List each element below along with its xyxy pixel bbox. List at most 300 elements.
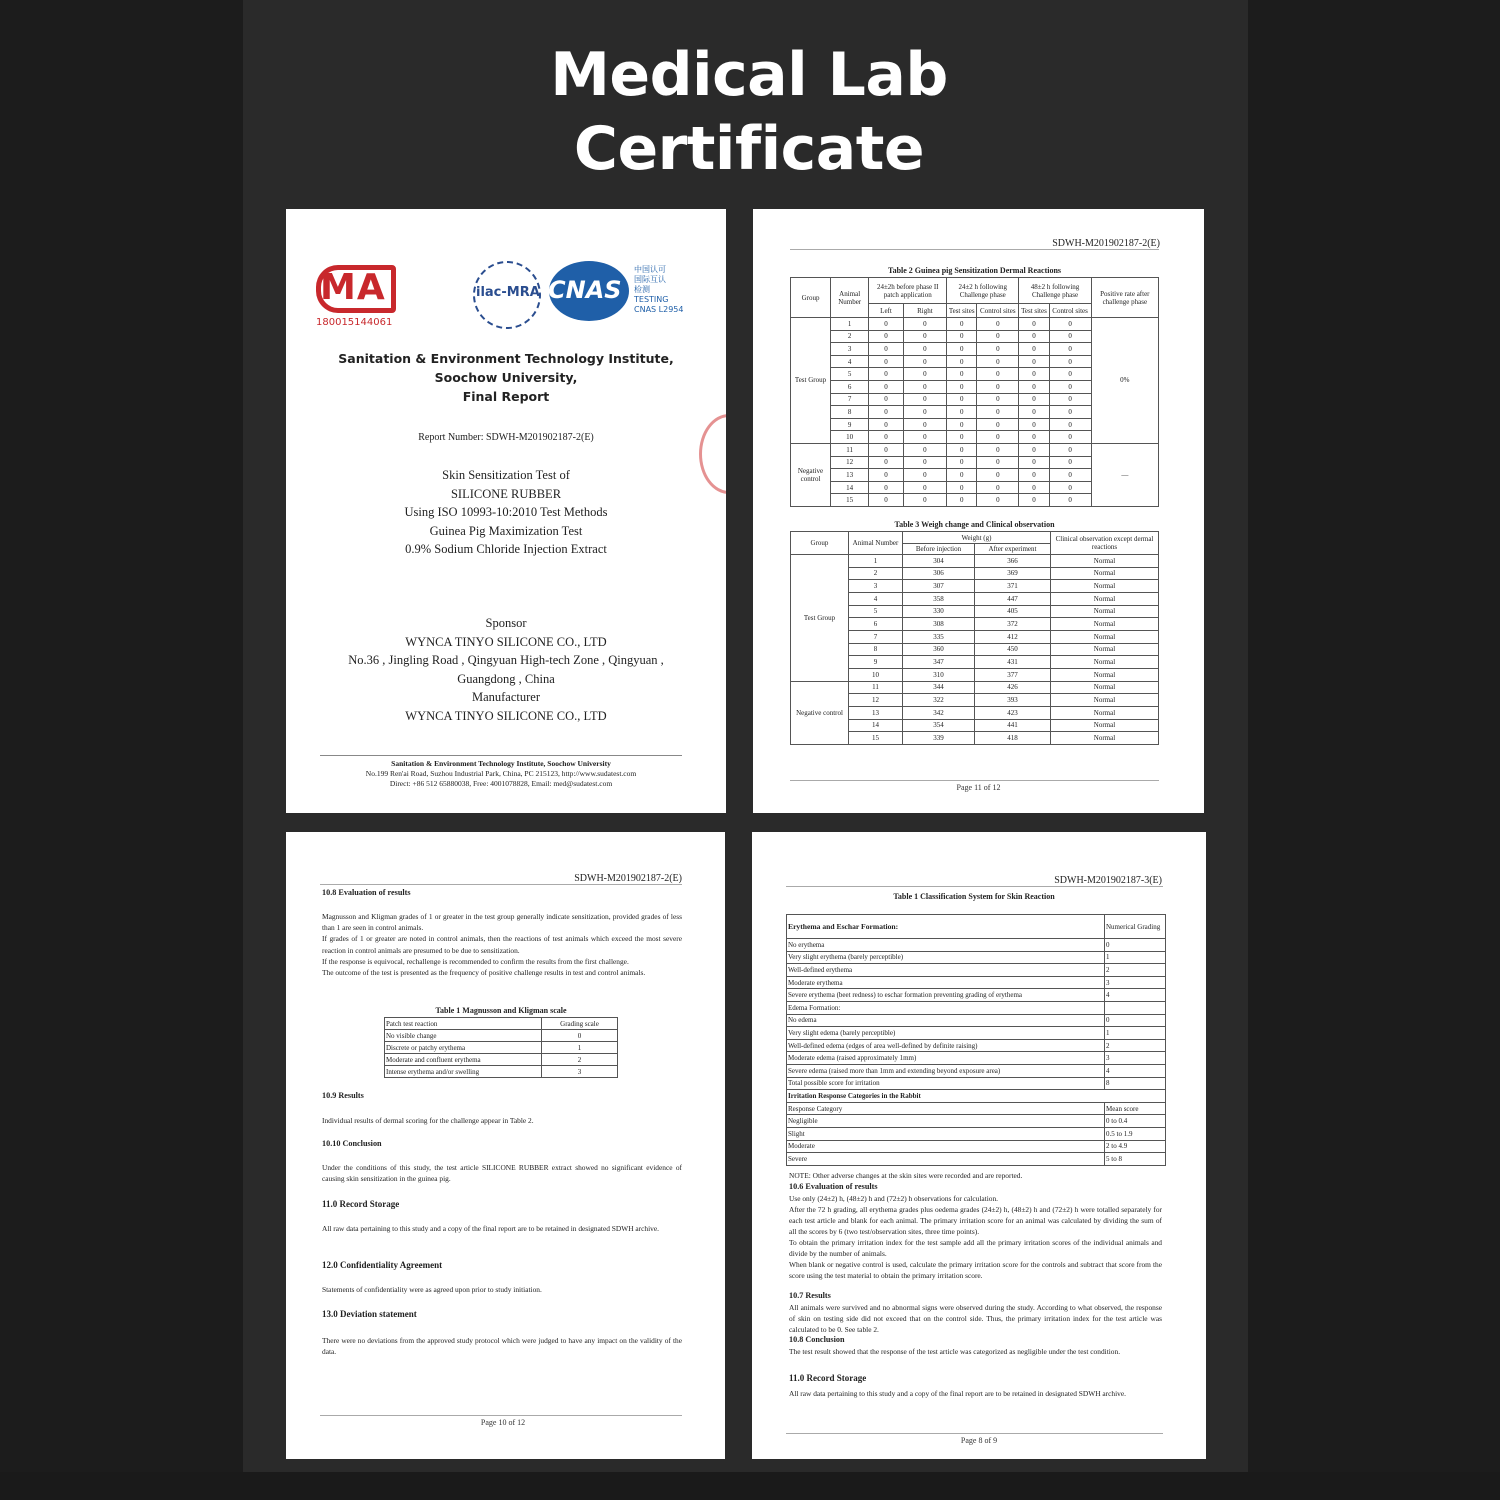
results-text: Individual results of dermal scoring for the challenge appear in Table 2.	[322, 1116, 534, 1125]
institute-title	[306, 349, 706, 406]
table-cell: Discrete or patchy erythema	[385, 1042, 542, 1054]
t2-score-cell: 0	[903, 393, 946, 406]
t3-weight-after: 441	[974, 719, 1050, 732]
report-reference: SDWH-M201902187-2(E)	[574, 873, 682, 884]
t2-score-cell: 0	[869, 456, 903, 469]
record-text: All raw data pertaining to this study and a copy of the final report are to be retained in designated SDWH archive.	[322, 1224, 659, 1233]
table3-title: Table 3 Weigh change and Clinical observation	[894, 520, 1055, 529]
t2-score-cell: 0	[1019, 443, 1049, 456]
t2-positive-rate: —	[1091, 443, 1158, 506]
table-row	[787, 939, 1166, 952]
t2-animal-number: 14	[831, 481, 869, 494]
t2-head-left: Left	[869, 304, 903, 318]
t3-weight-before: 335	[903, 630, 975, 643]
table1-title: Table 1 Magnusson and Kligman scale	[435, 1006, 567, 1015]
t3-animal-number: 3	[849, 580, 903, 593]
grading-description: Moderate edema (raised approximately 1mm)	[787, 1052, 1105, 1065]
t2-animal-number: 6	[831, 380, 869, 393]
headline-line1: Medical Lab	[550, 40, 948, 110]
record-heading: 11.0 Record Storage	[322, 1199, 400, 1209]
results-text: All animals were survived and no abnormal signs were observed during the study. According to what observed, the response of skin on testing side did not exceed that on the control side. Thus, the primary irritation index for the test article was calculated to be 0. See table 2.	[789, 1303, 1162, 1334]
results-page	[753, 209, 1204, 813]
t2-score-cell: 0	[869, 318, 903, 331]
mean-score: 0 to 0.4	[1105, 1115, 1166, 1128]
t2-score-cell: 0	[977, 431, 1019, 444]
test-title-line: 0.9% Sodium Chloride Injection Extract	[405, 542, 607, 557]
evaluation-paragraph: The outcome of the test is presented as the frequency of positive challenge results in test and control animals.	[322, 968, 646, 978]
magnusson-kligman-table	[384, 1017, 618, 1078]
t3-head-before: Before injection	[903, 544, 975, 555]
grading-value: 8	[1105, 1077, 1166, 1090]
evaluation-text	[789, 1193, 1162, 1281]
t2-score-cell: 0	[977, 443, 1019, 456]
t3-clinical-obs: Normal	[1051, 719, 1159, 732]
irritation-categories-heading: Irritation Response Categories in the Rabbit	[787, 1090, 1166, 1103]
t2-score-cell: 0	[947, 318, 977, 331]
t3-weight-before: 358	[903, 592, 975, 605]
table-cell: 3	[542, 1066, 618, 1078]
report-reference: SDWH-M201902187-2(E)	[1052, 238, 1160, 249]
t2-score-cell: 0	[1049, 418, 1091, 431]
t2-score-cell: 0	[869, 494, 903, 507]
test-title-line: SILICONE RUBBER	[450, 486, 562, 501]
t2-score-cell: 0	[1019, 368, 1049, 381]
t3-weight-before: 342	[903, 706, 975, 719]
t2-score-cell: 0	[947, 443, 977, 456]
header-rule	[320, 884, 682, 885]
table-row	[791, 681, 1159, 694]
table-row	[791, 443, 1159, 456]
t3-weight-before: 322	[903, 694, 975, 707]
table-row	[787, 1001, 1166, 1014]
conclusion-heading: 10.8 Conclusion	[789, 1335, 845, 1344]
t2-head-control-sites: Control sites	[977, 304, 1019, 318]
grading-description: Total possible score for irritation	[787, 1077, 1105, 1090]
table-row	[791, 318, 1159, 331]
cover-page	[286, 209, 726, 813]
t3-animal-number: 4	[849, 592, 903, 605]
grading-description: Severe erythema (beet redness) to eschar formation preventing grading of erythema	[787, 989, 1105, 1002]
grading-description: No erythema	[787, 939, 1105, 952]
evaluation-paragraph: To obtain the primary irritation index for the test sample add all the primary irritation scores of the individual animals and divide by the number of animals.	[789, 1238, 1162, 1258]
t3-animal-number: 13	[849, 706, 903, 719]
t2-score-cell: 0	[977, 368, 1019, 381]
t3-head-weight: Weight (g)	[903, 532, 1051, 544]
t2-score-cell: 0	[903, 494, 946, 507]
t2-score-cell: 0	[947, 380, 977, 393]
sponsor-line: Guangdong , China	[457, 671, 555, 686]
t3-clinical-obs: Normal	[1051, 681, 1159, 694]
t2-score-cell: 0	[869, 380, 903, 393]
grading-description: Well-defined edema (edges of area well-defined by definite raising)	[787, 1039, 1105, 1052]
t2-score-cell: 0	[869, 481, 903, 494]
t3-clinical-obs: Normal	[1051, 668, 1159, 681]
t2-score-cell: 0	[869, 469, 903, 482]
footer-rule	[320, 1415, 682, 1416]
t2-animal-number: 13	[831, 469, 869, 482]
record-heading: 11.0 Record Storage	[789, 1373, 867, 1383]
t2-score-cell: 0	[947, 481, 977, 494]
t2-score-cell: 0	[1019, 355, 1049, 368]
cnas-side-line: CNAS L2954	[634, 305, 684, 314]
sponsor-line: Sponsor	[485, 616, 527, 630]
t3-weight-before: 308	[903, 618, 975, 631]
table-row	[787, 1127, 1166, 1140]
t3-weight-after: 412	[974, 630, 1050, 643]
grading-value: 1	[1105, 951, 1166, 964]
grading-value: 3	[1105, 1052, 1166, 1065]
footer-line: Sanitation & Environment Technology Institute, Soochow University	[391, 759, 611, 768]
evaluation-heading: 10.6 Evaluation of results	[789, 1182, 878, 1191]
evaluation-paragraph: Use only (24±2) h, (48±2) h and (72±2) h observations for calculation.	[789, 1194, 998, 1203]
t3-clinical-obs: Normal	[1051, 555, 1159, 568]
t2-score-cell: 0	[869, 443, 903, 456]
t2-score-cell: 0	[1019, 343, 1049, 356]
t2-score-cell: 0	[977, 393, 1019, 406]
test-title-line: Using ISO 10993-10:2010 Test Methods	[404, 505, 608, 520]
t2-score-cell: 0	[869, 418, 903, 431]
t3-weight-before: 347	[903, 656, 975, 669]
table-row	[787, 1027, 1166, 1040]
page-number: Page 10 of 12	[480, 1418, 526, 1427]
evaluation-paragraph: Magnusson and Kligman grades of 1 or greater in the test group generally indicate sensitization, provided grades of less than 1 are seen in control animals.	[322, 912, 682, 933]
t3-group-cell: Negative control	[791, 681, 849, 744]
evaluation-paragraph: When blank or negative control is used, calculate the primary irritation score for the controls and subtract that score from the score using the test material to obtain the primary irritation score.	[789, 1260, 1162, 1280]
t2-score-cell: 0	[903, 318, 946, 331]
t3-weight-after: 431	[974, 656, 1050, 669]
footer-rule	[786, 1433, 1163, 1434]
t2-animal-number: 2	[831, 330, 869, 343]
t2-animal-number: 3	[831, 343, 869, 356]
table-row	[787, 1115, 1166, 1128]
grading-value: 1	[1105, 1027, 1166, 1040]
cnas-side-line: 国际互认	[634, 275, 666, 284]
t3-animal-number: 2	[849, 567, 903, 580]
t2-animal-number: 10	[831, 431, 869, 444]
t2-score-cell: 0	[977, 481, 1019, 494]
table-row	[787, 964, 1166, 977]
t3-weight-after: 371	[974, 580, 1050, 593]
t2-score-cell: 0	[947, 431, 977, 444]
t2-score-cell: 0	[903, 343, 946, 356]
sponsor-line: WYNCA TINYO SILICONE CO., LTD	[405, 708, 607, 723]
report-reference: SDWH-M201902187-3(E)	[1054, 875, 1162, 886]
t2-score-cell: 0	[903, 469, 946, 482]
t3-clinical-obs: Normal	[1051, 580, 1159, 593]
t3-weight-after: 450	[974, 643, 1050, 656]
mean-score: 0.5 to 1.9	[1105, 1127, 1166, 1140]
institute-line: Sanitation & Environment Technology Institute,	[338, 351, 674, 366]
sponsor-line: Manufacturer	[471, 690, 541, 705]
cnas-side-text	[634, 265, 683, 315]
t2-score-cell: 0	[903, 456, 946, 469]
t3-weight-after: 423	[974, 706, 1050, 719]
t2-score-cell: 0	[947, 469, 977, 482]
results-heading: 10.7 Results	[789, 1291, 831, 1300]
t3-head-after: After experiment	[974, 544, 1050, 555]
grading-description: No edema	[787, 1014, 1105, 1027]
t3-weight-after: 366	[974, 555, 1050, 568]
sponsor-line: WYNCA TINYO SILICONE CO., LTD	[405, 634, 607, 649]
confidentiality-heading: 12.0 Confidentiality Agreement	[322, 1260, 443, 1270]
grading-value: 0	[1105, 1014, 1166, 1027]
t3-weight-before: 306	[903, 567, 975, 580]
table-header-cell: Grading scale	[542, 1018, 618, 1030]
t3-head-animal: Animal Number	[849, 532, 903, 555]
table-row	[787, 989, 1166, 1002]
header-rule	[790, 249, 1159, 250]
table-cell: Moderate and confluent erythema	[385, 1054, 542, 1066]
t2-score-cell: 0	[1019, 318, 1049, 331]
t3-weight-after: 372	[974, 618, 1050, 631]
t3-clinical-obs: Normal	[1051, 706, 1159, 719]
t3-clinical-obs: Normal	[1051, 656, 1159, 669]
table-header-cell: Patch test reaction	[385, 1018, 542, 1030]
page-number: Page 11 of 12	[956, 783, 1001, 792]
t2-score-cell: 0	[903, 443, 946, 456]
t2-animal-number: 5	[831, 368, 869, 381]
t2-score-cell: 0	[903, 418, 946, 431]
t3-clinical-obs: Normal	[1051, 618, 1159, 631]
t2-score-cell: 0	[869, 393, 903, 406]
t2-score-cell: 0	[869, 343, 903, 356]
t2-score-cell: 0	[1019, 330, 1049, 343]
t2-score-cell: 0	[1049, 406, 1091, 419]
t2-score-cell: 0	[947, 456, 977, 469]
grading-description: Very slight erythema (barely perceptible)	[787, 951, 1105, 964]
footer-line: Direct: +86 512 65880038, Free: 4001078828, Email: med@sudatest.com	[389, 779, 613, 788]
t2-score-cell: 0	[1049, 431, 1091, 444]
report-number: Report Number: SDWH-M201902187-2(E)	[418, 432, 594, 443]
t2-animal-number: 4	[831, 355, 869, 368]
t2-score-cell: 0	[1019, 380, 1049, 393]
deviation-heading: 13.0 Deviation statement	[322, 1309, 417, 1319]
t3-clinical-obs: Normal	[1051, 694, 1159, 707]
grading-value: 0	[1105, 939, 1166, 952]
t2-score-cell: 0	[1019, 431, 1049, 444]
t2-head-positive: Positive rate after challenge phase	[1091, 278, 1158, 318]
t2-score-cell: 0	[977, 330, 1019, 343]
t2-score-cell: 0	[1049, 318, 1091, 331]
t3-weight-before: 310	[903, 668, 975, 681]
grading-description: Very slight edema (barely perceptible)	[787, 1027, 1105, 1040]
t3-weight-before: 330	[903, 605, 975, 618]
test-title-block	[286, 466, 726, 559]
cnas-side-line: TESTING	[634, 295, 669, 304]
t3-head-group: Group	[791, 532, 849, 555]
table-row	[787, 1039, 1166, 1052]
response-category: Moderate	[787, 1140, 1105, 1153]
t2-group-cell: Negative control	[791, 443, 831, 506]
table2-title: Table 2 Guinea pig Sensitization Dermal Reactions	[887, 266, 1062, 275]
t2-animal-number: 11	[831, 443, 869, 456]
table-row	[787, 1014, 1166, 1027]
evaluation-paragraph: After the 72 h grading, all erythema grades plus oedema grades (24±2) h, (48±2) h and (72±2) h were totalled separately for each test article and blank for each animal. The primary irritation score for an animal was calculated by dividing the sum of all the scores by 6 (two test/observation sites, three time points).	[789, 1205, 1162, 1236]
grading-value: 2	[1105, 1039, 1166, 1052]
table-row	[787, 1153, 1166, 1166]
t2-score-cell: 0	[977, 380, 1019, 393]
t3-clinical-obs: Normal	[1051, 643, 1159, 656]
cma-logo: MA	[320, 267, 386, 308]
evaluation-paragraph: If the response is equivocal, rechallenge is recommended to confirm the results from the first challenge.	[322, 956, 629, 966]
t3-animal-number: 14	[849, 719, 903, 732]
t2-score-cell: 0	[977, 355, 1019, 368]
t3-clinical-obs: Normal	[1051, 567, 1159, 580]
t2-score-cell: 0	[1049, 330, 1091, 343]
t2-score-cell: 0	[977, 418, 1019, 431]
t2-score-cell: 0	[903, 481, 946, 494]
headline-line2: Certificate	[573, 114, 925, 184]
footer-rule	[790, 780, 1159, 781]
t3-clinical-obs: Normal	[1051, 592, 1159, 605]
t2-score-cell: 0	[903, 406, 946, 419]
results-heading: 10.9 Results	[322, 1091, 364, 1100]
t2-score-cell: 0	[1049, 494, 1091, 507]
cnas-logo-text: CNAS	[548, 276, 622, 304]
t3-animal-number: 1	[849, 555, 903, 568]
t2-animal-number: 12	[831, 456, 869, 469]
t2-score-cell: 0	[977, 343, 1019, 356]
t3-animal-number: 6	[849, 618, 903, 631]
table-cell: 2	[542, 1054, 618, 1066]
t3-weight-after: 393	[974, 694, 1050, 707]
t3-weight-after: 426	[974, 681, 1050, 694]
t2-group-cell: Test Group	[791, 318, 831, 444]
t2-head-24h: 24±2 h following Challenge phase	[947, 278, 1019, 304]
footer-line: No.199 Ren'ai Road, Suzhou Industrial Park, China, PC 215123, http://www.sudatest.com	[365, 769, 637, 778]
t2-score-cell: 0	[903, 380, 946, 393]
t2-score-cell: 0	[977, 456, 1019, 469]
confidentiality-text: Statements of confidentiality were as agreed upon prior to study initiation.	[322, 1285, 542, 1294]
cnas-side-line: 检测	[634, 285, 650, 294]
table-row	[791, 555, 1159, 568]
t3-weight-before: 339	[903, 732, 975, 745]
t2-score-cell: 0	[1049, 355, 1091, 368]
conclusion-text: The test result showed that the response of the test article was categorized as negligible under the test condition.	[789, 1347, 1121, 1356]
classification-page	[752, 832, 1206, 1459]
header-rule	[786, 886, 1163, 887]
t2-head-right: Right	[903, 304, 946, 318]
t2-score-cell: 0	[903, 368, 946, 381]
grading-description: Severe edema (raised more than 1mm and extending beyond exposure area)	[787, 1064, 1105, 1077]
t2-score-cell: 0	[947, 330, 977, 343]
t2-score-cell: 0	[977, 494, 1019, 507]
table-row	[787, 1064, 1166, 1077]
t3-animal-number: 10	[849, 668, 903, 681]
t2-score-cell: 0	[947, 418, 977, 431]
table-cell: 0	[542, 1030, 618, 1042]
t2-head-48h: 48±2 h following Challenge phase	[1019, 278, 1091, 304]
grading-description: Well-defined erythema	[787, 964, 1105, 977]
t2-score-cell: 0	[1019, 456, 1049, 469]
t2-score-cell: 0	[869, 330, 903, 343]
t2-score-cell: 0	[1019, 469, 1049, 482]
t3-weight-after: 447	[974, 592, 1050, 605]
evaluation-text	[322, 911, 682, 978]
t2-score-cell: 0	[903, 330, 946, 343]
t3-clinical-obs: Normal	[1051, 605, 1159, 618]
t2-score-cell: 0	[1049, 481, 1091, 494]
table-row	[787, 1140, 1166, 1153]
response-category: Negligible	[787, 1115, 1105, 1128]
table-header-cell: Mean score	[1105, 1102, 1166, 1115]
table-row	[787, 1077, 1166, 1090]
t3-animal-number: 8	[849, 643, 903, 656]
t2-score-cell: 0	[1049, 368, 1091, 381]
evaluation-heading: 10.8 Evaluation of results	[322, 888, 411, 897]
sponsor-block	[286, 614, 726, 726]
t3-weight-before: 344	[903, 681, 975, 694]
t2-score-cell: 0	[947, 393, 977, 406]
t3-animal-number: 7	[849, 630, 903, 643]
test-title-line: Guinea Pig Maximization Test	[429, 523, 583, 538]
response-category: Severe	[787, 1153, 1105, 1166]
footer-rule	[320, 755, 682, 756]
record-text: All raw data pertaining to this study and a copy of the final report are to be retained in designated SDWH archive.	[789, 1389, 1126, 1398]
grading-value: 3	[1105, 976, 1166, 989]
table-note: NOTE: Other adverse changes at the skin sites were recorded and are reported.	[789, 1171, 1023, 1180]
t3-weight-after: 418	[974, 732, 1050, 745]
t3-head-clinical: Clinical observation except dermal reactions	[1051, 532, 1159, 555]
t2-score-cell: 0	[869, 406, 903, 419]
t2-score-cell: 0	[869, 355, 903, 368]
institute-line: Final Report	[462, 389, 550, 404]
table-header-cell: Erythema and Eschar Formation:	[787, 915, 1105, 939]
t2-score-cell: 0	[947, 368, 977, 381]
page-number: Page 8 of 9	[960, 1436, 998, 1445]
t2-score-cell: 0	[977, 469, 1019, 482]
mean-score: 5 to 8	[1105, 1153, 1166, 1166]
cma-number: 180015144061	[316, 317, 393, 328]
t2-score-cell: 0	[869, 368, 903, 381]
table-row	[787, 1052, 1166, 1065]
t2-score-cell: 0	[947, 343, 977, 356]
t2-animal-number: 1	[831, 318, 869, 331]
t3-animal-number: 11	[849, 681, 903, 694]
grading-value: 4	[1105, 989, 1166, 1002]
t2-score-cell: 0	[1049, 343, 1091, 356]
t2-head-animal: Animal Number	[831, 278, 869, 318]
t2-score-cell: 0	[903, 431, 946, 444]
grading-value: 2	[1105, 964, 1166, 977]
t2-head-control-sites: Control sites	[1049, 304, 1091, 318]
t3-weight-before: 360	[903, 643, 975, 656]
t2-score-cell: 0	[1019, 481, 1049, 494]
t3-group-cell: Test Group	[791, 555, 849, 682]
t2-score-cell: 0	[977, 318, 1019, 331]
t3-weight-after: 405	[974, 605, 1050, 618]
t2-score-cell: 0	[1019, 418, 1049, 431]
t2-head-before: 24±2h before phase II patch application	[869, 278, 947, 304]
t2-score-cell: 0	[947, 494, 977, 507]
institute-line: Soochow University,	[434, 370, 578, 385]
t2-score-cell: 0	[869, 431, 903, 444]
t3-animal-number: 9	[849, 656, 903, 669]
t2-score-cell: 0	[977, 406, 1019, 419]
t3-animal-number: 15	[849, 732, 903, 745]
t2-score-cell: 0	[1019, 494, 1049, 507]
ilac-mra-text: ilac-MRA	[476, 285, 540, 300]
t2-score-cell: 0	[1049, 380, 1091, 393]
t2-head-test-sites: Test sites	[1019, 304, 1049, 318]
cnas-side-line: 中国认可	[634, 265, 666, 274]
classification-table-title: Table 1 Classification System for Skin Reaction	[893, 892, 1055, 901]
institute-footer	[286, 759, 716, 789]
classification-table	[786, 914, 1166, 1166]
table-header-cell: Numerical Grading	[1105, 915, 1166, 939]
t3-weight-before: 354	[903, 719, 975, 732]
table-row	[787, 951, 1166, 964]
